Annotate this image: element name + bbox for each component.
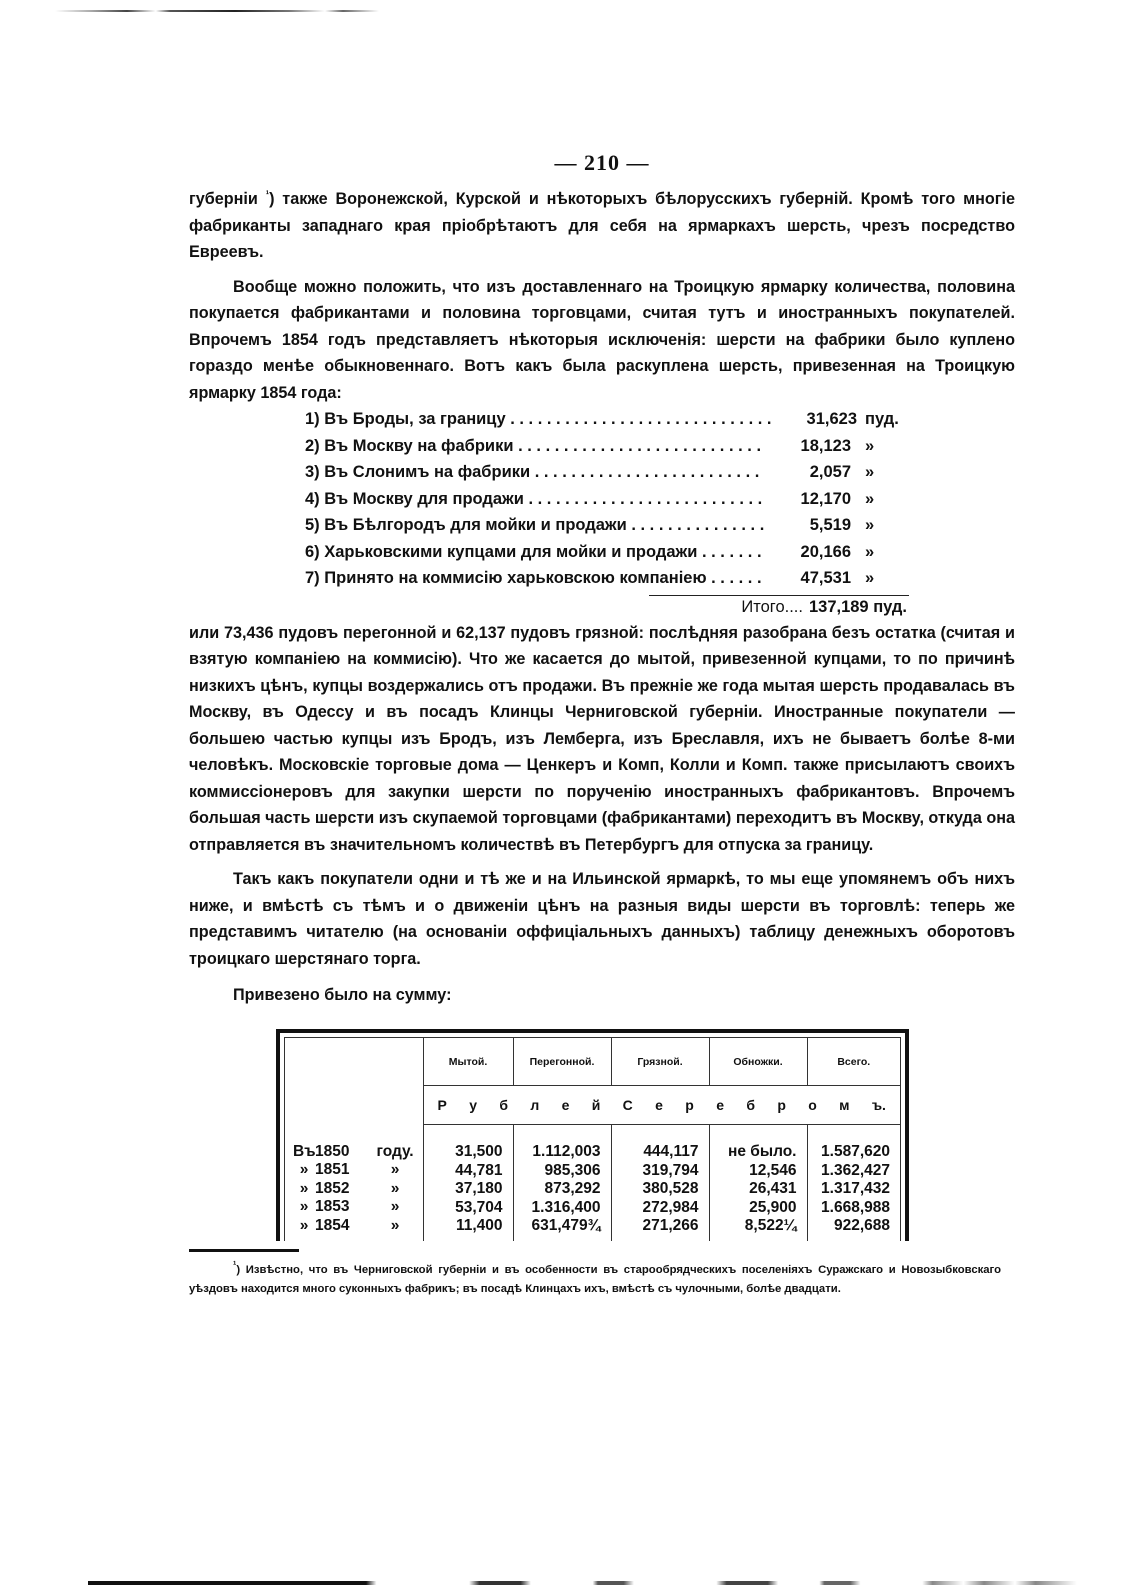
column-distilled: 1.112,003 985,306 873,292 1.316,400 631,479¾ [513, 1125, 611, 1242]
scan-artifact-bottom [88, 1581, 1118, 1585]
list-item: 5) Въ Бѣлгородъ для мойки и продажи . . . 5,519 » [305, 512, 915, 539]
column-header: Мытой. [423, 1038, 513, 1086]
paragraph-1: губерніи $^{^1}$) также Воронежской, Курской и нѣкоторыхъ бѣлорусскихъ губерній. Кромѣ того многіе фабриканты западнаго края пріобрѣтаютъ для себя на ярмаркахъ шерсть, чрезъ посредство Евреевъ. [189, 189, 1016, 261]
footnote-ref: ¹ [265, 189, 270, 201]
scan-artifact-top [55, 10, 415, 12]
column-washed: 31,500 44,781 37,180 53,704 11,400 [423, 1125, 513, 1242]
total-value: 137,189 пуд. [808, 597, 907, 616]
list-item: 7) Принято на коммисію харьковскою компаніею . . . 47,531 » [305, 565, 915, 592]
column-total: 1.587,620 1.362,427 1.317,432 1.668,988 922,688 [807, 1125, 900, 1242]
footnote-marker: ¹ [233, 1260, 237, 1272]
column-header: Грязной. [611, 1038, 709, 1086]
list-item: 1) Въ Броды, за границу . . . 31,623 пуд. [305, 406, 915, 433]
page-number: — 210 — [554, 150, 650, 175]
paragraph-2: Вообще можно положить, что изъ доставленнаго на Троицкую ярмарку количества, половина покупается фабрикантами и половина торговцами, считая тутъ и иностранныхъ покупателей. Впрочемъ 1854 годъ представляетъ нѣкоторыя исключенія: шерсти на фабрики было куплено гораздо менѣе обыкновеннаго. Вотъ какъ была раскуплена шерсть, привезенная на Троицкую ярмарку 1854 года: [189, 277, 1015, 402]
money-table-frame [276, 1029, 909, 1241]
table-row: » 1852 » [299, 1179, 400, 1197]
wool-distribution-list [305, 406, 915, 592]
column-trimmings: не было. 12,546 26,431 25,900 8,522¼ [709, 1125, 807, 1242]
column-header: Перегонной. [513, 1038, 611, 1086]
table-row: » 1854 » [299, 1216, 400, 1234]
list-item: 3) Въ Слонимъ на фабрики . . . 2,057 » [305, 459, 915, 486]
list-item: 4) Въ Москву для продажи . . . 12,170 » [305, 486, 915, 513]
list-item: 6) Харьковскими купцами для мойки и продажи . . . 20,166 » [305, 539, 915, 566]
footnote: $^{^1}$) Извѣстно, что въ Черниговской губерніи и въ особенности въ старообрядческихъ поселеніяхъ Суражскаго и Новозыбковскаго уѣздовъ находится много суконныхъ фабрикъ; въ посадѣ Клинцахъ ихъ, вмѣстѣ съ чулочными, болѣе двадцати. [189, 1260, 1001, 1295]
currency-unit: Р у б л е й С е р е б р о м ъ. [423, 1086, 900, 1125]
table-header-row [285, 1038, 900, 1086]
book-page [189, 150, 1015, 1008]
column-dirty: 444,117 319,794 380,528 272,984 271,266 [611, 1125, 709, 1242]
column-header: Всего. [807, 1038, 900, 1086]
money-table [285, 1038, 900, 1241]
list-total [189, 596, 915, 620]
table-row: » 1851 » [299, 1161, 400, 1178]
table-row: Въ 1850 году. [293, 1142, 414, 1160]
table-body [285, 1125, 900, 1242]
paragraph-3: или 73,436 пудовъ перегонной и 62,137 пудовъ грязной: послѣдняя разобрана безъ остатка (считая и взятую компаніею на коммисію). Что же касается до мытой, привезенной купцами, то по причинѣ низкихъ цѣнъ, купцы воздержались отъ продажи. Въ прежніе же года мытая шерсть продавалась въ Москву, въ Одессу и въ посадъ Клинцы Черниговской губерніи. Иностранные покупатели — большею частью купцы изъ Бродъ, изъ Лемберга, изъ Бреславля, ихъ не бываетъ болѣе 8-ми человѣкъ. Московскіе торговые дома — Ценкеръ и Комп, Колли и Комп. также присылаютъ своихъ коммиссіонеровъ для закупки шерсти по порученію иностранныхъ фабрикантовъ. Впрочемъ большая часть шерсти изъ скупаемой торговцами (фабрикантами) переходитъ въ Москву, откуда она отправляется въ значительномъ количествѣ въ Петербургъ для отпуска за границу. [189, 623, 1015, 854]
list-item: 2) Въ Москву на фабрики . . . 18,123 » [305, 433, 915, 460]
table-row: » 1853 » [299, 1198, 400, 1215]
table-intro: Привезено было на сумму: [233, 986, 452, 1004]
paragraph-4: Такъ какъ покупатели одни и тѣ же и на Ильинской ярмаркѣ, то мы еще упомянемъ объ нихъ ниже, и вмѣстѣ съ тѣмъ и о движеніи цѣнъ на разныя виды шерсти въ торговлѣ: теперь же представимъ читателю (на основаніи оффиціальныхъ данныхъ) таблицу денежныхъ оборотовъ троицкаго шерстянаго торга. [189, 870, 1015, 968]
footnote-divider [189, 1249, 299, 1252]
column-header: Обножки. [709, 1038, 807, 1086]
year-column [285, 1125, 423, 1242]
total-label: Итого.... [741, 597, 803, 616]
